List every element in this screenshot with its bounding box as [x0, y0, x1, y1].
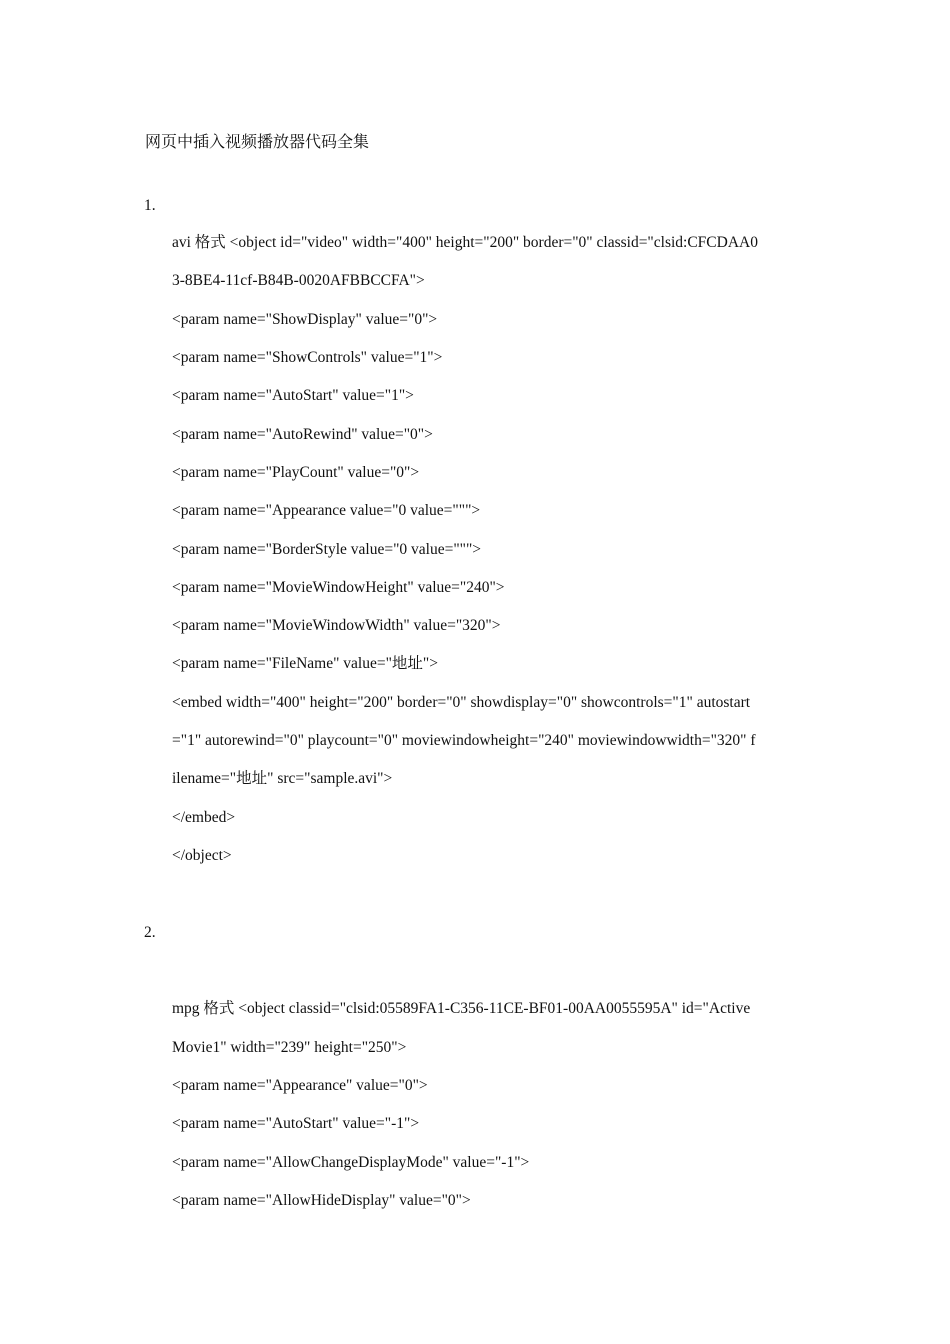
code-line: <param name="ShowControls" value="1">	[172, 349, 443, 366]
code-line: mpg 格式 <object classid="clsid:05589FA1-C356-11CE-BF01-00AA0055595A" id="Active	[172, 1000, 751, 1017]
code-line: <param name="AutoStart" value="1">	[172, 387, 414, 404]
code-line: <param name="ShowDisplay" value="0">	[172, 311, 438, 328]
code-line: <param name="MovieWindowHeight" value="240">	[172, 579, 505, 596]
code-line: <param name="MovieWindowWidth" value="320">	[172, 617, 501, 634]
code-line: <param name="FileName" value="地址">	[172, 655, 439, 672]
section-number: 1.	[144, 197, 156, 214]
code-line: <param name="Appearance" value="0">	[172, 1077, 428, 1094]
code-line: <param name="AllowHideDisplay" value="0">	[172, 1192, 471, 1209]
code-line: <param name="PlayCount" value="0">	[172, 464, 420, 481]
code-line: ilename="地址" src="sample.avi">	[172, 770, 393, 787]
code-line: Movie1" width="239" height="250">	[172, 1039, 407, 1056]
code-line: ="1" autorewind="0" playcount="0" moviewindowheight="240" moviewindowwidth="320" f	[172, 732, 756, 749]
code-line: </embed>	[172, 809, 236, 826]
section-number: 2.	[144, 924, 156, 941]
document-title: 网页中插入视频播放器代码全集	[145, 134, 370, 151]
code-line: </object>	[172, 847, 232, 864]
code-line: <param name="AutoStart" value="-1">	[172, 1115, 420, 1132]
code-line: <embed width="400" height="200" border="0" showdisplay="0" showcontrols="1" autostart	[172, 694, 751, 711]
code-line: <param name="AutoRewind" value="0">	[172, 426, 433, 443]
code-line: <param name="AllowChangeDisplayMode" value="-1">	[172, 1154, 530, 1171]
code-line: 3-8BE4-11cf-B84B-0020AFBBCCFA">	[172, 272, 425, 289]
code-line: <param name="Appearance value="0 value=""">	[172, 502, 481, 519]
code-line: <param name="BorderStyle value="0 value=""">	[172, 541, 482, 558]
code-line: avi 格式 <object id="video" width="400" height="200" border="0" classid="clsid:CFCDAA0	[172, 234, 758, 251]
